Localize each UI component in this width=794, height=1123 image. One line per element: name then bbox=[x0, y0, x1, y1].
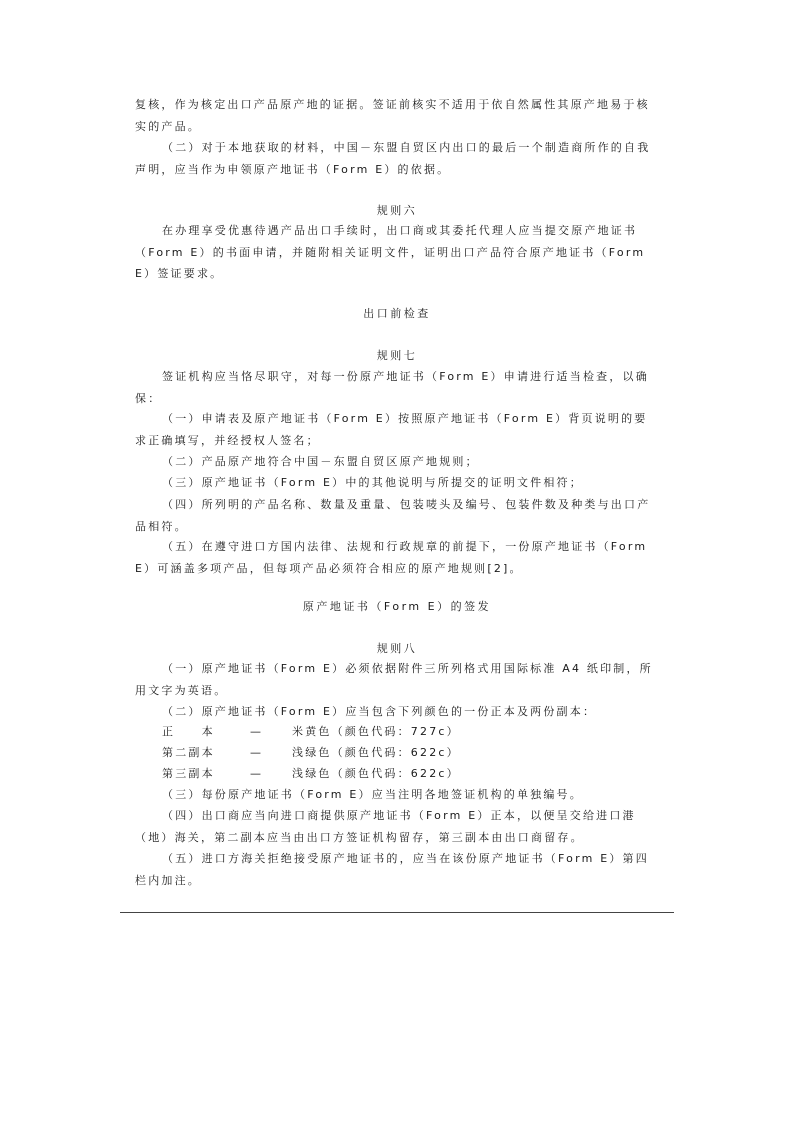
rule-8-item-2: （二）原产地证书（Form E）应当包含下列颜色的一份正本及两份副本： bbox=[162, 705, 597, 718]
rule-7-item-3: （三）原产地证书（Form E）中的其他说明与所提交的证明文件相符； bbox=[162, 476, 583, 489]
rule-7-item-4: （四）所列明的产品名称、数量及重量、包装唛头及编号、包装件数及种类与出口产品相符。 bbox=[135, 498, 651, 533]
rule-8-item-5: （五）进口方海关拒绝接受原产地证书的，应当在该份原产地证书（Form E）第四栏内加注。 bbox=[135, 852, 649, 887]
section-heading-pre-export-inspection: 出口前检查 bbox=[363, 307, 431, 320]
rule-7-heading: 规则七 bbox=[376, 349, 418, 362]
footer-divider bbox=[120, 912, 674, 913]
rule-8-item-4: （四）出口商应当向进口商提供原产地证书（Form E）正本，以便呈交给进口港（地）海关，第二副本应当由出口方签证机构留存，第三副本由出口商留存。 bbox=[135, 809, 636, 844]
paragraph-self-declaration: （二）对于本地获取的材料，中国－东盟自贸区内出口的最后一个制造商所作的自我声明，应当作为申领原产地证书（Form E）的依据。 bbox=[135, 141, 651, 176]
rule-6-paragraph: 在办理享受优惠待遇产品出口手续时，出口商或其委托代理人应当提交原产地证书（Form E）的书面申请，并随附相关证明文件，证明出口产品符合原产地证书（Form E）签证要求。 bbox=[135, 224, 646, 280]
copy-name: 第三副本 bbox=[162, 767, 215, 780]
rule-7-item-2: （二）产品原产地符合中国－东盟自贸区原产地规则； bbox=[162, 455, 479, 468]
paragraph-verification: 复核，作为核定出口产品原产地的证据。签证前核实不适用于依自然属性其原产地易于核实的产品。 bbox=[135, 98, 650, 133]
section-heading-issuance: 原产地证书（Form E）的签发 bbox=[302, 600, 492, 613]
rule-7-item-5: （五）在遵守进口方国内法律、法规和行政规章的前提下，一份原产地证书（Form E）可涵盖多项产品，但每项产品必须符合相应的原产地规则[2]。 bbox=[135, 540, 648, 575]
copy-dash: — bbox=[250, 725, 264, 738]
copy-color: 米黄色（颜色代码：727c） bbox=[292, 725, 460, 738]
copy-color: 浅绿色（颜色代码：622c） bbox=[292, 746, 460, 759]
rule-8-heading: 规则八 bbox=[376, 642, 418, 655]
copy-name: 第二副本 bbox=[162, 746, 215, 759]
rule-7-item-1: （一）申请表及原产地证书（Form E）按照原产地证书（Form E）背页说明的要求正确填写，并经授权人签名； bbox=[135, 412, 648, 447]
rule-8-item-1: （一）原产地证书（Form E）必须依据附件三所列格式用国际标准 A4 纸印制，所用文字为英语。 bbox=[135, 662, 653, 697]
copy-color: 浅绿色（颜色代码：622c） bbox=[292, 767, 460, 780]
copy-name: 正 本 bbox=[162, 725, 215, 738]
copy-dash: — bbox=[250, 746, 264, 759]
rule-6-heading: 规则六 bbox=[376, 204, 418, 217]
rule-7-intro: 签证机构应当恪尽职守，对每一份原产地证书（Form E）申请进行适当检查，以确保： bbox=[135, 370, 649, 405]
copy-dash: — bbox=[250, 767, 264, 780]
rule-8-item-3: （三）每份原产地证书（Form E）应当注明各地签证机构的单独编号。 bbox=[162, 788, 583, 801]
